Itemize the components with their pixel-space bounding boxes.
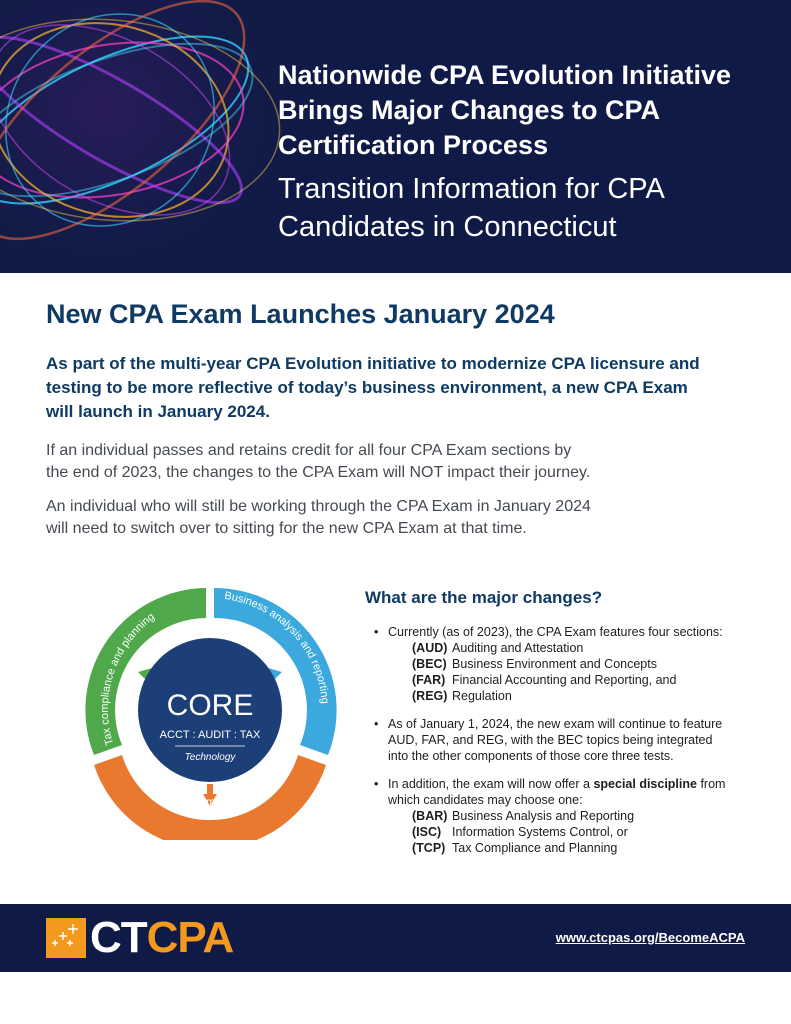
ctcpa-logo xyxy=(46,913,234,962)
arc-label-business: Business analysis and reporting xyxy=(223,589,331,705)
lead-paragraph: As part of the multi-year CPA Evolution initiative to modernize CPA licensure and testing to be more reflective of today’s business environment, a new CPA Exam will launch in January 2024. xyxy=(46,354,700,421)
core-foundation: Technology xyxy=(184,752,236,763)
core-subjects: ACCT : AUDIT : TAX xyxy=(159,729,261,741)
sub-item: (FAR) Financial Accounting and Reporting, and xyxy=(412,673,677,687)
bullet-icon: • xyxy=(374,717,379,731)
footer xyxy=(0,904,791,972)
sub-item: (BAR) Business Analysis and Reporting xyxy=(412,809,635,823)
core-exam-diagram xyxy=(80,580,340,840)
bullet-text: Currently (as of 2023), the CPA Exam features four sections: xyxy=(388,625,723,639)
header-banner xyxy=(0,0,791,273)
abstract-sphere-image xyxy=(0,0,300,273)
banner-subtitle: Transition Information for CPA Candidates in Connecticut xyxy=(278,173,665,243)
body-paragraph-2: An individual who will still be working through the CPA Exam in January 2024 will need to switch over to sitting for the new CPA Exam at that time. xyxy=(46,498,591,537)
list-item xyxy=(374,776,774,856)
section-heading: New CPA Exam Launches January 2024 xyxy=(46,299,555,329)
arc-label-information: Information systems and controls xyxy=(128,766,281,809)
sub-item: (AUD) Auditing and Attestation xyxy=(412,641,584,655)
logo-cpa-text: CPA xyxy=(146,913,234,962)
special-discipline-text: special discipline xyxy=(593,777,697,791)
sub-item: (ISC) Information Systems Control, or xyxy=(412,825,628,839)
changes-heading: What are the major changes? xyxy=(365,588,603,607)
bullet-icon: • xyxy=(374,625,379,639)
bullet-text: As of January 1, 2024, the new exam will continue to feature AUD, FAR, and REG, with the BEC topics being integrated into the other components of those core three tests. xyxy=(388,717,723,763)
sub-item: (BEC) Business Environment and Concepts xyxy=(412,657,657,671)
sub-item: (REG) Regulation xyxy=(412,689,512,703)
logo-ct-text: CT xyxy=(90,913,147,962)
core-label: CORE xyxy=(166,689,254,722)
changes-list xyxy=(374,624,774,868)
sub-item: (TCP) Tax Compliance and Planning xyxy=(412,841,618,855)
become-a-cpa-link[interactable]: www.ctcpas.org/BecomeACPA xyxy=(555,930,745,945)
logo-mark-icon xyxy=(46,918,86,958)
banner-title: Nationwide CPA Evolution Initiative Brings Major Changes to CPA Certification Process xyxy=(278,60,732,160)
bullet-text: In addition, the exam will now offer a special discipline from which candidates may choose one: xyxy=(388,777,726,807)
list-item xyxy=(374,716,774,764)
list-item xyxy=(374,624,774,704)
arc-label-tax: Tax compliance and planning xyxy=(98,610,157,747)
body-paragraph-1: If an individual passes and retains credit for all four CPA Exam sections by the end of 2023, the changes to the CPA Exam will NOT impact their journey. xyxy=(46,442,591,481)
bullet-icon: • xyxy=(374,777,379,791)
